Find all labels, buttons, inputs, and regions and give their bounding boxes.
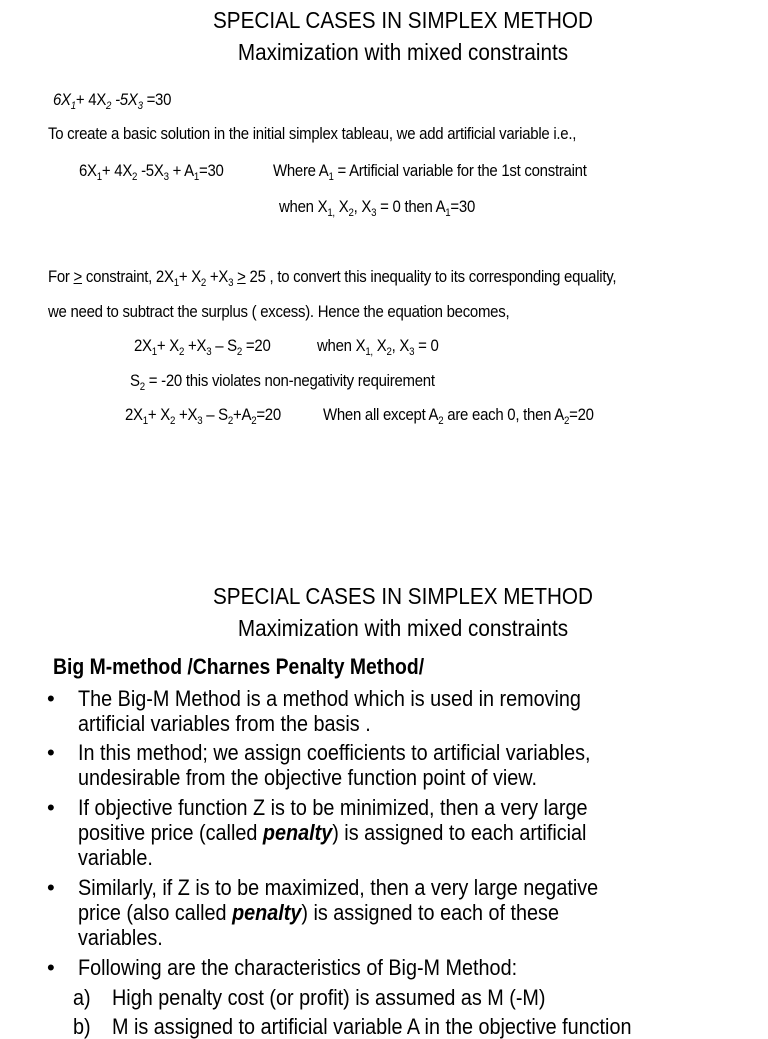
sub-item-a-label: a) [73, 985, 91, 1010]
bullet-1-marker: • [47, 686, 55, 711]
slide1-subtitle: Maximization with mixed constraints [237, 39, 569, 65]
when-text-2: when $X_{1,}$ $X_2$, $X_3 = 0$ [317, 336, 439, 358]
when-text-3: When all except $A_2$ are each 0, then $A_2=20$ [323, 405, 594, 427]
bullet-2-text: In this method; we assign coefficients to artificial variables, undesirable from the objective function point of view. [78, 740, 591, 790]
equation-constraint: $6X_1+ 4X_2$ $-5X_3 =30$ [53, 90, 172, 112]
bullet-5-marker: • [47, 955, 55, 980]
bullet-3-text: If objective function Z is to be minimized, then a very large positive price (called penalty) is assigned to each artificial variable. [78, 795, 588, 870]
intro-text: To create a basic solution in the initial simplex tableau, we add artificial variable i.e., [48, 124, 577, 143]
slide2-title: SPECIAL CASES IN SIMPLEX METHOD [213, 583, 593, 609]
sub-item-a-text: High penalty cost (or profit) is assumed as M (-M) [112, 985, 546, 1010]
equation-with-artificial: $2X_1+ X_2 +X_3 - S_2+A_2=20$ [125, 405, 281, 427]
where-text: Where $A_1$ = Artificial variable for the 1st constraint [273, 161, 587, 183]
bullet-1-text: The Big-M Method is a method which is used in removing artificial variables from the basis . [78, 686, 581, 736]
paragraph-constraint: For > constraint, $2X_1+ X_2 +X_3 > 25$ , to convert this inequality to its corresponding equality, [48, 267, 617, 289]
bullet-3-marker: • [47, 795, 55, 820]
when-text-1: when $X_{1,}$ $X_2$, $X_3 = 0$ then $A_1=30$ [279, 197, 476, 219]
equation-surplus: $2X_1+ X_2 +X_3 - S_2 =20$ [134, 336, 271, 358]
bullet-4-marker: • [47, 875, 55, 900]
paragraph-surplus: we need to subtract the surplus ( excess). Hence the equation becomes, [48, 302, 510, 321]
bullet-2-marker: • [47, 740, 55, 765]
s2-violation-text: $S_2 = -20$ this violates non-negativity requirement [130, 371, 435, 393]
sub-item-b-text: M is assigned to artificial variable A in the objective function [112, 1014, 632, 1039]
bullet-4-text: Similarly, if Z is to be maximized, then a very large negative price (also called penalty) is assigned to each of these variables. [78, 875, 599, 950]
slide1-title: SPECIAL CASES IN SIMPLEX METHOD [213, 7, 593, 33]
big-m-heading: Big M-method /Charnes Penalty Method/ [53, 654, 425, 679]
sub-item-b-label: b) [73, 1014, 91, 1039]
equation-artificial: $6X_1+ 4X_2$ $-5X_3 + A_1=30$ [79, 161, 224, 183]
bullet-5-text: Following are the characteristics of Big-M Method: [78, 955, 518, 980]
slide2-subtitle: Maximization with mixed constraints [237, 615, 569, 641]
